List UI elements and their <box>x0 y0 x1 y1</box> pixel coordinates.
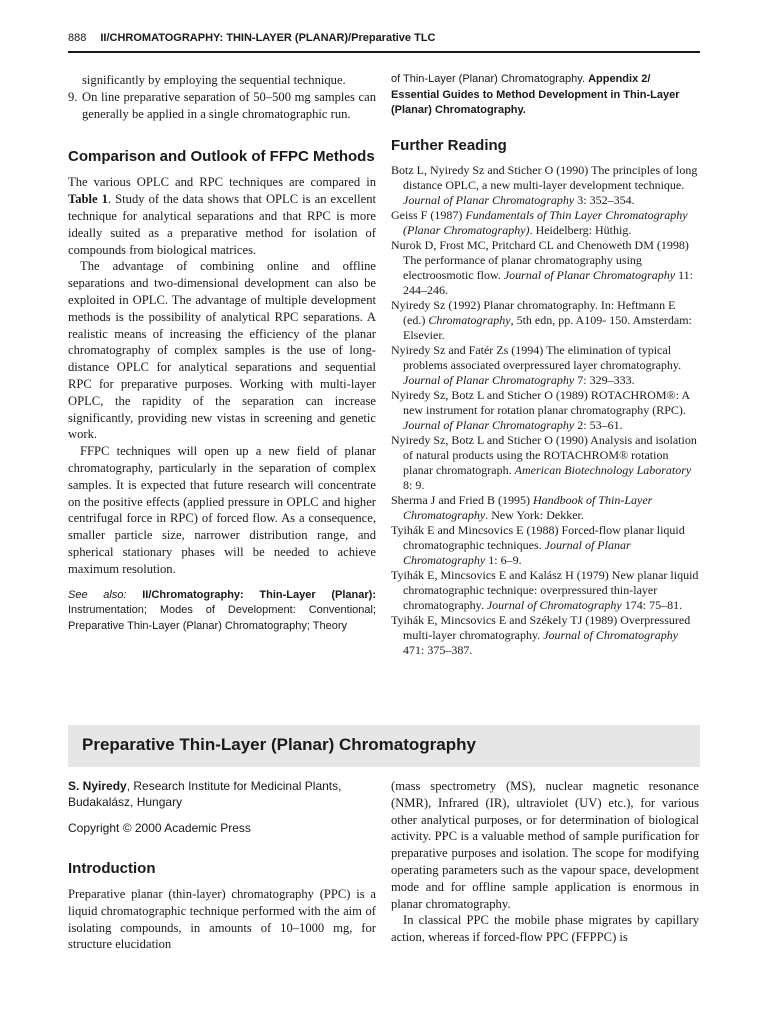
see-also-bold: II/Chromatography: Thin-Layer (Planar): <box>142 588 376 601</box>
reference-detail: . New York: Dekker. <box>485 507 584 522</box>
article-title: Preparative Thin-Layer (Planar) Chromatography <box>82 735 476 754</box>
reference-source: Journal of Planar Chromatography <box>403 372 575 387</box>
section-heading-comparison: Comparison and Outlook of FFPC Methods <box>68 148 375 166</box>
reference-item <box>391 493 699 523</box>
see-also <box>68 588 376 635</box>
reference-detail: 471: 375–387. <box>403 642 473 657</box>
author-name: S. Nyiredy <box>68 779 127 793</box>
reference-detail: 3: 352–354. <box>574 192 635 207</box>
see-also-cont-text: of Thin-Layer (Planar) Chromatography. <box>391 73 586 85</box>
reference-item <box>391 388 699 433</box>
paragraph-1 <box>68 174 376 258</box>
reference-item <box>391 238 699 298</box>
introduction-paragraph-continued: (mass spectrometry (MS), nuclear magnetic resonance (NMR), Infrared (IR), ultraviolet (UV) etc.), for various other analytical purposes, or for determination of biological activity. PPC is a valuable method of sample purification for preparative purposes and isolation. The scope for modifying operating parameters such as the vapour space, development mode and for offline sample application is enormous in planar chromatography. <box>391 779 699 911</box>
reference-text: Nyiredy Sz (1992) Planar chromatography. In: Heftmann E (ed.) <box>391 297 676 327</box>
reference-source: Journal of Planar Chromatography <box>403 417 575 432</box>
reference-text: Sherma J and Fried B (1995) <box>391 492 533 507</box>
reference-detail: 174: 75–81. <box>621 597 683 612</box>
reference-item <box>391 208 699 238</box>
list-item-9 <box>68 89 376 123</box>
reference-detail: 7: 329–333. <box>574 372 635 387</box>
reference-source: Handbook of Thin-Layer Chromatography <box>403 492 653 522</box>
reference-item <box>391 298 699 343</box>
reference-text: Tyihák E, Mincsovics E and Székely TJ (1989) Overpressured multi-layer chromatography. <box>391 612 691 642</box>
article-title-banner <box>68 725 700 767</box>
see-also-label: See also: <box>68 588 127 601</box>
page-number: 888 <box>68 32 87 44</box>
reference-text: Botz L, Nyiredy Sz and Sticher O (1990) The principles of long distance OPLC, a new multi-layer development technique. <box>391 162 698 192</box>
reference-item <box>391 568 699 613</box>
see-also-continued <box>391 72 699 119</box>
byline <box>68 778 376 810</box>
left-column <box>68 72 376 634</box>
para1-text: The various OPLC and RPC techniques are compared in <box>68 175 376 190</box>
reference-text: Tyihák E and Mincsovics E (1988) Forced-flow planar liquid chromatographic techniques. <box>391 522 685 552</box>
reference-text: Nyiredy Sz and Fatér Zs (1994) The elimination of typical problems associated overpressured layer chromatography. <box>391 342 682 372</box>
reference-text: Nyiredy Sz, Botz L and Sticher O (1989) ROTACHROM®: A new instrument for rotation planar chromatography (RPC). <box>391 387 690 417</box>
reference-source: Chromatography <box>428 312 511 327</box>
reference-source: Fundamentals of Thin Layer Chromatography (Planar Chromatography) <box>403 207 688 237</box>
reference-source: Journal of Planar Chromatography <box>403 192 575 207</box>
reference-text: Geiss F (1987) <box>391 207 466 222</box>
table-reference: Table 1 <box>68 192 108 207</box>
reference-text: Nyiredy Sz, Botz L and Sticher O (1990) Analysis and isolation of natural products using the ROTACHROM® rotation planar chromatograph. <box>391 432 697 477</box>
article-right-column <box>391 778 699 946</box>
list-text: On line preparative separation of 50–500 mg samples can generally be applied in a single chromatographic run. <box>82 89 376 121</box>
reference-detail: 1: 6–9. <box>485 552 522 567</box>
introduction-paragraph: Preparative planar (thin-layer) chromatography (PPC) is a liquid chromatographic technique performed with the aim of isolating compounds, in amounts of 10–1000 mg, for structure elucidation <box>68 887 376 952</box>
reference-detail: 8: 9. <box>403 477 425 492</box>
affiliation: , Research Institute for Medicinal Plants, Budakalász, Hungary <box>68 779 342 809</box>
header-rule <box>68 51 700 53</box>
running-head <box>68 32 700 44</box>
running-head-section: II/CHROMATOGRAPHY: THIN-LAYER (PLANAR)/Preparative TLC <box>100 32 436 44</box>
reference-source: Journal of Chromatography <box>543 627 679 642</box>
reference-detail: . Heidelberg: Hüthig. <box>529 222 632 237</box>
paragraph-3: FFPC techniques will open up a new field of planar chromatography, particularly in the separation of complex samples. It is expected that future research will concentrate on the positive effects (applied pressure in OPLC and higher centrifugal force in RPC) of forced flow. As a consequence, smaller particle size, narrower distribution range, and spherical stationary phases will be needed to achieve maximum resolution. <box>68 444 376 576</box>
introduction-heading: Introduction <box>68 860 156 877</box>
list-continuation: significantly by employing the sequential technique. <box>82 73 346 87</box>
reference-item <box>391 523 699 568</box>
right-column <box>391 72 699 658</box>
reference-item <box>391 433 699 493</box>
reference-detail: 11: 244–246. <box>403 267 693 297</box>
reference-source: Journal of Planar Chromatography <box>403 537 631 567</box>
reference-text: Nurok D, Frost MC, Pritchard CL and Chenoweth DM (1998) The performance of planar chromatography using electroosmotic flow. <box>391 237 689 282</box>
copyright: Copyright © 2000 Academic Press <box>68 821 251 835</box>
reference-list <box>391 163 699 658</box>
paragraph-2: The advantage of combining online and offline separations and two-dimensional development can also be exploited in OPLC. The advantage of multiple development methods is the possibility of analytical RPC separations. A realistic means of increasing the efficiency of the planar chromatography of complex samples is the use of long-distance OPLC for analytical separations and sequential RPC for preparative purposes. Working with multi-layer OPLC, the rapidity of the separation can increase significantly, providing new vistas in screening and genetic work. <box>68 259 376 442</box>
see-also-cont-bold: Appendix 2/ Essential Guides to Method Development in Thin-Layer (Planar) Chromatography. <box>391 73 680 116</box>
reference-source: American Biotechnology Laboratory <box>514 462 692 477</box>
article-left-column <box>68 778 376 953</box>
reference-text: Tyihák E, Mincsovics E and Kalász H (1979) New planar liquid chromatographic technique: overpressured thin-layer chromatography. <box>391 567 699 612</box>
see-also-text: Instrumentation; Modes of Development: Conventional; Preparative Thin-Layer (Planar) Chromatography; Theory <box>68 604 376 632</box>
list-number: 9. <box>68 89 78 104</box>
reference-item <box>391 343 699 388</box>
reference-detail: , 5th edn, pp. A109- 150. Amsterdam: Elsevier. <box>403 312 692 342</box>
reference-item <box>391 163 699 208</box>
reference-source: Journal of Planar Chromatography <box>503 267 676 282</box>
reference-source: Journal of Chromatography <box>486 597 622 612</box>
introduction-paragraph-2: In classical PPC the mobile phase migrates by capillary action, whereas if forced-flow PPC (FFPPC) is <box>391 913 699 945</box>
further-reading-heading: Further Reading <box>391 136 507 154</box>
reference-detail: 2: 53–61. <box>574 417 623 432</box>
para1-text-after: . Study of the data shows that OPLC is an excellent technique for analytical separations and that RPC is more ideally suited as a preparative method for isolation of compounds from biological matrices. <box>68 192 376 257</box>
reference-item <box>391 613 699 658</box>
